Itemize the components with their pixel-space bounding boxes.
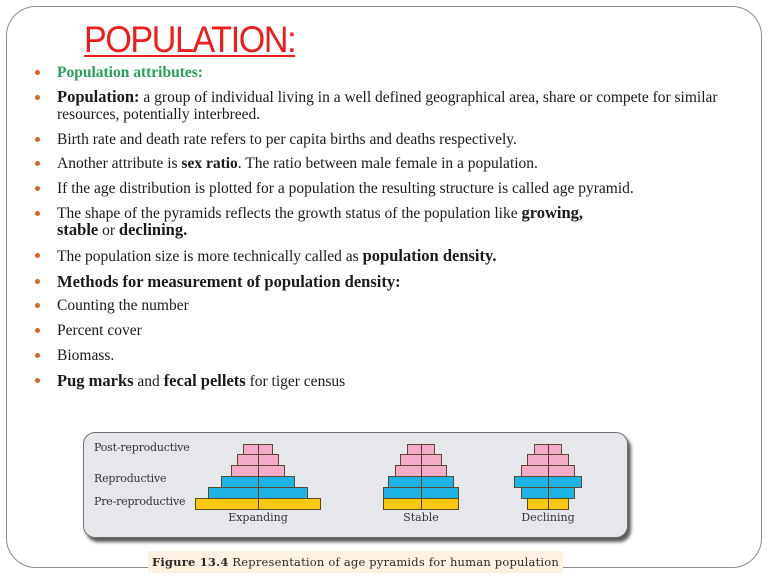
- pyramid-name-declining: Declining: [521, 511, 575, 524]
- bullet-biomass: Biomass.: [33, 347, 748, 364]
- bullet-population-density: The population size is more technically called as population density.: [33, 247, 748, 265]
- bullet-percent-cover: Percent cover: [33, 322, 748, 339]
- figure-caption: Figure 13.4 Representation of age pyramids for human population: [148, 551, 563, 573]
- pyramid-name-stable: Stable: [403, 511, 439, 524]
- pyramid-name-expanding: Expanding: [228, 511, 288, 524]
- bullet-pug-marks: Pug marks and fecal pellets for tiger census: [33, 372, 748, 390]
- bullet-list: [33, 64, 748, 398]
- bullet-methods-heading: Methods for measurement of population density:: [33, 273, 748, 290]
- bullet-population-attributes: Population attributes:: [33, 64, 748, 81]
- bullet-sex-ratio: Another attribute is sex ratio. The ratio between male female in a population.: [33, 155, 748, 172]
- bullet-counting: Counting the number: [33, 297, 748, 314]
- label-pre-reproductive: Pre-reproductive: [94, 495, 186, 508]
- pyramid-axis: [421, 444, 422, 510]
- bullet-population-definition: Population: a group of individual living in a well defined geographical area, share or compete for similar resources, potentially interbreed.: [33, 89, 748, 123]
- bullet-pyramid-shape: The shape of the pyramids reflects the growth status of the population like growing, stable or declining.: [33, 205, 748, 239]
- label-post-reproductive: Post-reproductive: [94, 441, 190, 454]
- label-reproductive: Reproductive: [94, 472, 167, 485]
- bullet-birth-death-rate: Birth rate and death rate refers to per capita births and deaths respectively.: [33, 131, 748, 148]
- pyramid-axis: [548, 444, 549, 510]
- pyramid-axis: [258, 444, 259, 510]
- bullet-age-pyramid: If the age distribution is plotted for a population the resulting structure is called age pyramid.: [33, 180, 748, 197]
- slide-title: POPULATION:: [84, 19, 296, 60]
